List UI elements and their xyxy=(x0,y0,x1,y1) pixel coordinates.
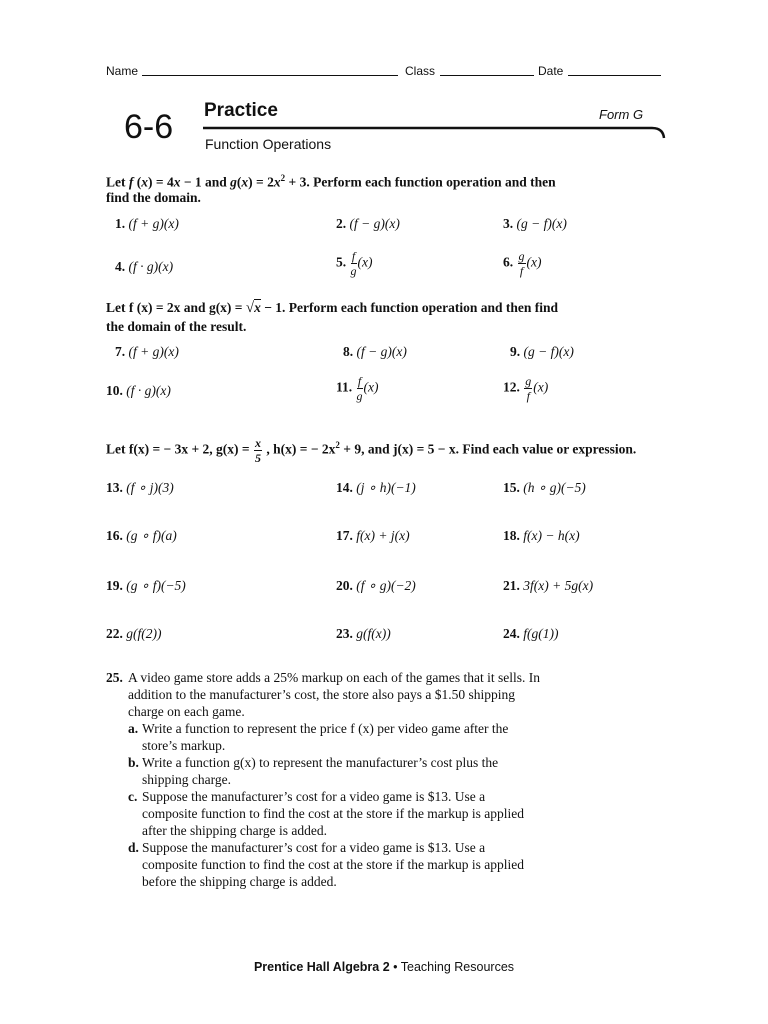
section1-instruction: Let f (x) = 4x − 1 and $g(x) = 2x^2 + 3$. Perform each function operation and then xyxy=(106,173,556,190)
part-a-text: Write a function to represent the price f (x) per video game after the store’s markup. xyxy=(142,721,509,753)
problem-7: 7. (f + g)(x) xyxy=(115,344,179,359)
page-footer: Prentice Hall Algebra 2 • Teaching Resources xyxy=(253,960,515,974)
part-a-label: a. xyxy=(128,721,139,736)
problem-24: 24. f(g(1)) xyxy=(503,626,559,641)
problem-5: 5. $\frac{f}{g}$ (x) xyxy=(336,249,373,278)
part-d-text: Suppose the manufacturer’s cost for a video game is $13. Use a composite function to find the cost at the store if the markup is applied before the shipping charge is added. xyxy=(142,840,525,889)
part-c-text: Suppose the manufacturer’s cost for a video game is $13. Use a composite function to find the cost at the store if the markup is applied after the shipping charge is added. xyxy=(142,789,525,838)
problem-4: 4. (f · g)(x) xyxy=(115,259,174,274)
problem-22: 22. g(f(2)) xyxy=(106,626,162,641)
page-subtitle: Function Operations xyxy=(205,136,332,152)
problem-6: 6. $\frac{g}{f}$ (x) xyxy=(503,249,542,278)
section2-instruction: Let f (x) = 2x and g(x) = √x − 1. Perform each function operation and then find xyxy=(106,300,559,316)
problem-8: 8. (f − g)(x) xyxy=(343,344,407,359)
section2-instruction-line2: the domain of the result. xyxy=(106,319,247,334)
problem-2: 2. (f − g)(x) xyxy=(336,216,400,231)
part-b-label: b. xyxy=(128,755,139,770)
page-title: Practice xyxy=(204,100,278,121)
problem-19: 19. (g ∘ f)(−5) xyxy=(106,578,186,593)
section1-instruction-line2: find the domain. xyxy=(106,190,201,205)
problem-10: 10. (f · g)(x) xyxy=(106,383,171,398)
part-d-label: d. xyxy=(128,840,139,855)
lesson-number: 6-6 xyxy=(124,108,174,146)
problem-13: 13. (f ∘ j)(3) xyxy=(106,480,174,495)
problem-20: 20. (f ∘ g)(−2) xyxy=(336,578,416,593)
part-b-text: Write a function g(x) to represent the manufacturer’s cost plus the shipping charge. xyxy=(142,755,499,787)
problem-15: 15. (h ∘ g)(−5) xyxy=(503,480,586,495)
problem-14: 14. (j ∘ h)(−1) xyxy=(336,480,416,495)
problem-11: 11. $\frac{f}{g}$ (x) xyxy=(336,374,379,403)
problem-9: 9. (g − f)(x) xyxy=(510,344,574,359)
problem-18: 18. f(x) − h(x) xyxy=(503,528,580,543)
problem-23: 23. g(f(x)) xyxy=(336,626,391,641)
date-field-line[interactable] xyxy=(568,75,661,76)
date-label: Date xyxy=(538,64,564,78)
problem-21: 21. 3f(x) + 5g(x) xyxy=(503,578,594,593)
section3-instruction: Let f(x) = − 3x + 2, g(x) = $\frac{x}{5}$ , h(x) = − $2x^2 + 9$, and j(x) = 5 − x. Find each value or expression. xyxy=(106,436,637,465)
class-label: Class xyxy=(405,64,436,78)
problem-25-number: 25. xyxy=(106,670,123,685)
class-field-line[interactable] xyxy=(440,75,534,76)
problem-17: 17. f(x) + j(x) xyxy=(336,528,410,543)
form-label: Form G xyxy=(599,107,644,122)
problem-3: 3. (g − f)(x) xyxy=(503,216,567,231)
name-label: Name xyxy=(106,64,139,78)
name-field-line[interactable] xyxy=(142,75,398,76)
problem-16: 16. (g ∘ f)(a) xyxy=(106,528,177,543)
problem-12: 12. $\frac{g}{f}$ (x) xyxy=(503,374,549,403)
problem-1: 1. (f + g)(x) xyxy=(115,216,179,231)
part-c-label: c. xyxy=(128,789,138,804)
problem-25-stem: A video game store adds a 25% markup on each of the games that it sells. In addition to the manufacturer’s cost, the store also pays a $1.50 shipping charge on each game. xyxy=(128,670,541,719)
